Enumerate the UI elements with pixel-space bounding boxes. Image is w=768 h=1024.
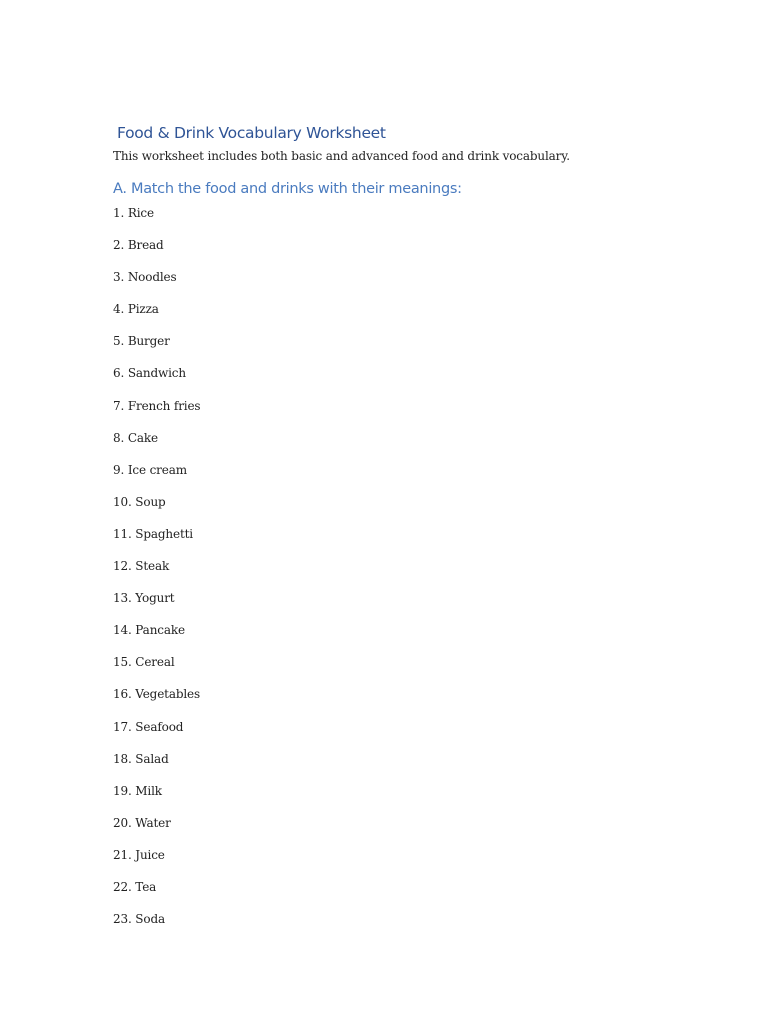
vocab-item: 23. Soda <box>113 912 165 927</box>
vocab-item: 18. Salad <box>113 751 169 766</box>
vocab-item: 11. Spaghetti <box>113 526 193 541</box>
section-a-heading: A. Match the food and drinks with their meanings: <box>113 181 462 197</box>
vocab-item: 6. Sandwich <box>113 366 186 381</box>
vocab-item: 5. Burger <box>113 334 170 349</box>
vocab-item: 15. Cereal <box>113 655 175 670</box>
vocab-item: 20. Water <box>113 815 171 830</box>
worksheet-intro: This worksheet includes both basic and advanced food and drink vocabulary. <box>113 149 570 163</box>
vocab-item: 7. French fries <box>113 398 201 413</box>
vocab-item: 17. Seafood <box>113 719 184 734</box>
vocab-item: 19. Milk <box>113 783 162 798</box>
vocab-item: 3. Noodles <box>113 270 177 285</box>
vocab-item: 9. Ice cream <box>113 462 187 477</box>
vocab-item: 8. Cake <box>113 430 158 445</box>
vocab-item: 1. Rice <box>113 206 154 220</box>
vocab-list <box>113 205 200 943</box>
vocab-item: 13. Yogurt <box>113 591 175 606</box>
worksheet-title: Food & Drink Vocabulary Worksheet <box>117 124 386 142</box>
vocab-item: 22. Tea <box>113 879 157 894</box>
vocab-item: 4. Pizza <box>113 302 159 317</box>
vocab-item: 21. Juice <box>113 847 165 862</box>
vocab-item: 10. Soup <box>113 494 166 509</box>
vocab-item: 16. Vegetables <box>113 687 201 702</box>
vocab-item: 2. Bread <box>113 238 164 253</box>
vocab-item: 12. Steak <box>113 559 170 574</box>
vocab-item: 14. Pancake <box>113 623 185 638</box>
